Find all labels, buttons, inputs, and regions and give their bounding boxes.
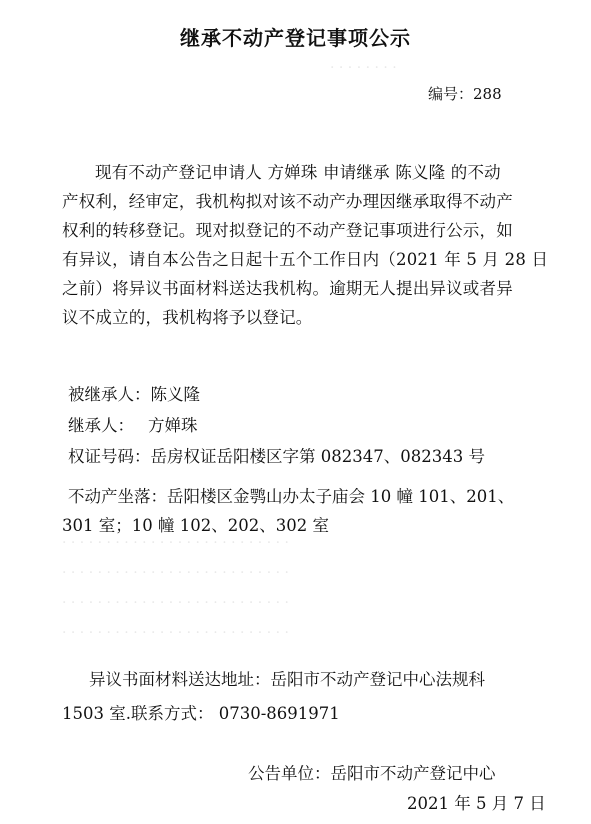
location-row: [68, 482, 514, 511]
paragraph-line: 权利的转移登记。现对拟登记的不动产登记事项进行公示，如: [62, 221, 513, 240]
heir-label: 继承人：: [68, 416, 134, 435]
certificate-value: 岳房权证岳阳楼区字第 082347、082343 号: [150, 447, 485, 466]
location-label: 不动产坐落：: [68, 487, 167, 506]
objection-contact: 1503 室.联系方式： 0730-8691971: [62, 704, 340, 723]
paragraph-line: 有异议，请自本公告之日起十五个工作日内（2021 年 5 月 28 日: [62, 250, 549, 269]
notice-title: 继承不动产登记事项公示: [180, 26, 411, 50]
certificate-label: 权证号码：: [68, 447, 151, 466]
decedent-label: 被继承人：: [68, 385, 151, 404]
announcement-date: 2021 年 5 月 7 日: [407, 794, 546, 813]
heir-value: 方婵珠: [148, 416, 198, 435]
location-row-continued: [62, 511, 329, 540]
bleed-through-text: · · · · · · · · · · · · · · · · · · · · · · · · · ·: [62, 625, 289, 641]
objection-address: 异议书面材料送达地址：岳阳市不动产登记中心法规科: [89, 670, 485, 689]
paragraph-line: 之前）将异议书面材料送达我机构。逾期无人提出异议或者异: [62, 279, 513, 298]
bleed-through-text: · · · · · · · ·: [330, 60, 397, 76]
decedent-value: 陈义隆: [150, 385, 200, 404]
announcing-unit: 公告单位：岳阳市不动产登记中心: [248, 764, 496, 783]
paragraph-line: 议不成立的，我机构将予以登记。: [62, 308, 313, 327]
certificate-row: [68, 442, 485, 471]
paragraph-line: 现有不动产登记申请人 方婵珠 申请继承 陈义隆 的不动: [95, 163, 501, 182]
document-number: 编号：288: [428, 85, 502, 103]
paragraph-line: 产权利，经审定，我机构拟对该不动产办理因继承取得不动产: [62, 192, 513, 211]
location-value-continued: 301 室；10 幢 102、202、302 室: [62, 516, 329, 535]
bleed-through-text: · · · · · · · · · · · · · · · · · · · · · · · · · ·: [62, 565, 289, 581]
location-value: 岳阳楼区金鹗山办太子庙会 10 幢 101、201、: [167, 487, 515, 506]
heir-row: [68, 411, 198, 440]
notice-paragraph: [62, 158, 574, 332]
bleed-through-text: · · · · · · · · · · · · · · · · · · · · · · · · · ·: [62, 595, 289, 611]
decedent-row: [68, 380, 200, 409]
bleed-through-text: · · · · · · · · · · · · · · · · · · · · · · · · · ·: [62, 535, 289, 551]
